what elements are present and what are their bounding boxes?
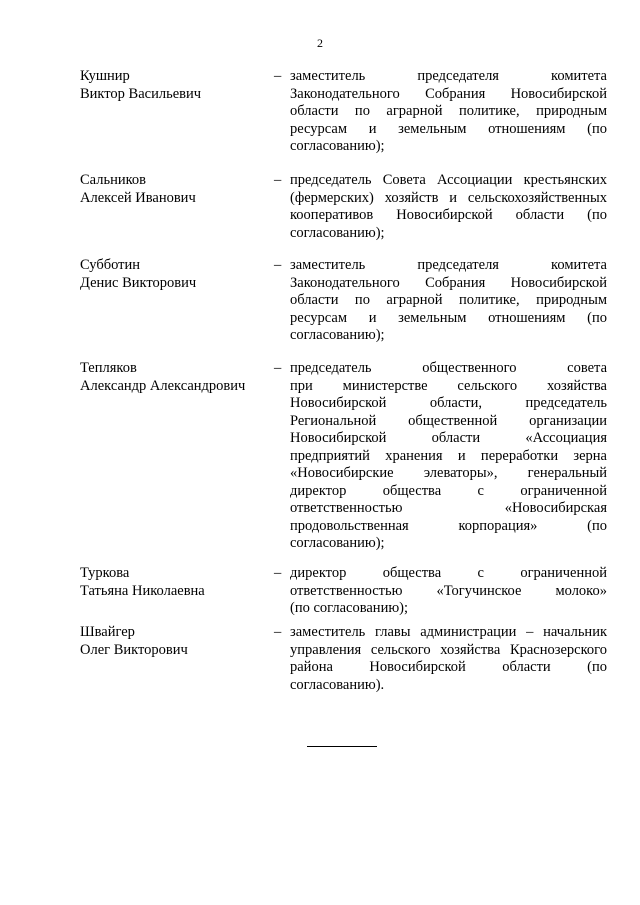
position-line: (фермерских) хозяйств и сельскохозяйственных — [290, 189, 607, 206]
member-entry — [80, 257, 610, 360]
member-position — [290, 257, 607, 345]
position-line: ответственностью «Тогучинское молоко» — [290, 582, 607, 599]
member-position — [290, 624, 607, 694]
position-line: ресурсам и земельным отношениям (по — [290, 309, 607, 326]
member-position — [290, 68, 607, 156]
dash-separator: – — [274, 624, 282, 640]
dash-separator: – — [274, 565, 282, 581]
position-line: кооперативов Новосибирской области (по — [290, 207, 607, 223]
page-number: 2 — [317, 36, 323, 50]
member-position — [290, 565, 607, 618]
member-given-names: Татьяна Николаевна — [80, 582, 205, 599]
member-surname: Туркова — [80, 565, 130, 581]
member-entry — [80, 172, 610, 257]
dash-separator: – — [274, 68, 282, 84]
member-entry — [80, 565, 610, 624]
position-line: Новосибирской области, председатель — [290, 395, 607, 411]
member-surname: Швайгер — [80, 624, 135, 640]
member-given-names: Денис Викторович — [80, 274, 197, 291]
position-line: управления сельского хозяйства Краснозерского — [290, 641, 607, 658]
member-surname: Тепляков — [80, 360, 137, 376]
position-line: «Новосибирские элеваторы», генеральный — [290, 465, 607, 481]
members-list — [80, 68, 610, 704]
position-line: согласованию). — [290, 676, 385, 693]
position-line: согласованию); — [290, 224, 385, 241]
member-name — [80, 624, 270, 659]
member-name — [80, 68, 270, 103]
position-line: Региональной общественной организации — [290, 412, 607, 429]
member-name — [80, 565, 270, 600]
member-position — [290, 360, 607, 553]
position-line: согласованию); — [290, 138, 385, 154]
member-given-names: Виктор Васильевич — [80, 85, 202, 102]
member-surname: Сальников — [80, 172, 147, 188]
position-line: согласованию); — [290, 327, 385, 343]
position-line: председатель Совета Ассоциации крестьянских — [290, 172, 607, 188]
position-line: заместитель председателя комитета — [290, 257, 607, 273]
member-position — [290, 172, 607, 242]
member-surname: Кушнир — [80, 68, 130, 84]
position-line: (по согласованию); — [290, 600, 409, 616]
position-line: продовольственная корпорация» (по — [290, 517, 607, 534]
member-entry — [80, 360, 610, 565]
position-line: ответственностью «Новосибирская — [290, 500, 607, 516]
position-line: директор общества с ограниченной — [290, 565, 607, 581]
dash-separator: – — [274, 172, 282, 188]
member-surname: Субботин — [80, 257, 141, 273]
member-given-names: Александр Александрович — [80, 377, 246, 394]
member-entry — [80, 68, 610, 172]
position-line: Законодательного Собрания Новосибирской — [290, 274, 607, 291]
member-given-names: Алексей Иванович — [80, 189, 196, 206]
dash-separator: – — [274, 257, 282, 273]
position-line: согласованию); — [290, 535, 385, 551]
position-line: заместитель председателя комитета — [290, 68, 607, 84]
member-name — [80, 257, 270, 292]
position-line: области по аграрной политике, природным — [290, 103, 607, 119]
position-line: района Новосибирской области (по — [290, 659, 607, 675]
position-line: при министерстве сельского хозяйства — [290, 377, 607, 394]
end-of-document-rule — [307, 746, 377, 747]
member-entry — [80, 624, 610, 704]
position-line: ресурсам и земельным отношениям (по — [290, 120, 607, 137]
position-line: директор общества с ограниченной — [290, 482, 607, 499]
member-given-names: Олег Викторович — [80, 641, 188, 658]
position-line: предприятий хранения и переработки зерна — [290, 447, 607, 464]
position-line: области по аграрной политике, природным — [290, 292, 607, 308]
position-line: председатель общественного совета — [290, 360, 607, 376]
position-line: Законодательного Собрания Новосибирской — [290, 85, 607, 102]
member-name — [80, 360, 270, 395]
dash-separator: – — [274, 360, 282, 376]
position-line: заместитель главы администрации – начальник — [290, 624, 607, 640]
member-name — [80, 172, 270, 207]
position-line: Новосибирской области «Ассоциация — [290, 430, 607, 446]
